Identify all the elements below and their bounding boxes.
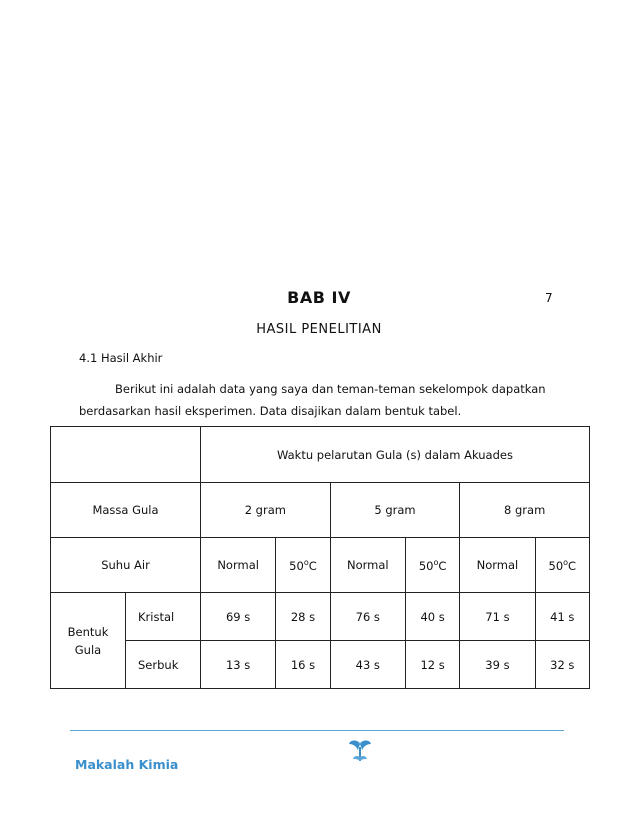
value-cell: 71 s: [460, 593, 535, 641]
value-cell: 12 s: [405, 641, 459, 689]
paragraph-text: Berikut ini adalah data yang saya dan teman-teman sekelompok dapatkan berdasarkan hasil eksperimen. Data disajikan dalam bentuk tabel.: [79, 382, 546, 418]
mass-cell: 2 gram: [201, 483, 331, 538]
temp-cell: Normal: [460, 538, 535, 593]
temp-cell: 50$^o$C: [405, 538, 459, 593]
mass-row: [51, 483, 590, 538]
table-main-header: Waktu pelarutan Gula (s) dalam Akuades: [201, 427, 590, 483]
mass-label: Massa Gula: [51, 483, 201, 538]
temp-cell: 50$^o$C: [535, 538, 589, 593]
footer-divider: [70, 730, 564, 731]
shape-label: Bentuk Gula: [51, 593, 126, 689]
chapter-title: BAB IV: [287, 288, 351, 307]
footer-title: Makalah Kimia: [75, 757, 179, 772]
table-row: [51, 641, 590, 689]
temperature-label: Suhu Air: [51, 538, 201, 593]
results-table: [50, 426, 590, 689]
value-cell: 40 s: [405, 593, 459, 641]
value-cell: 13 s: [201, 641, 276, 689]
temp-cell: Normal: [201, 538, 276, 593]
temp-cell: Normal: [330, 538, 405, 593]
mass-cell: 5 gram: [330, 483, 460, 538]
value-cell: 69 s: [201, 593, 276, 641]
subsection-title: 4.1 Hasil Akhir: [79, 351, 163, 365]
value-cell: 76 s: [330, 593, 405, 641]
value-cell: 32 s: [535, 641, 589, 689]
table-corner-cell: [51, 427, 201, 483]
tulip-ornament-icon: [346, 737, 374, 765]
table-row: [51, 593, 590, 641]
shape-cell: Kristal: [126, 593, 201, 641]
value-cell: 43 s: [330, 641, 405, 689]
value-cell: 28 s: [276, 593, 330, 641]
table-header-row: [51, 427, 590, 483]
value-cell: 16 s: [276, 641, 330, 689]
mass-cell: 8 gram: [460, 483, 590, 538]
page-number: 7: [545, 291, 553, 305]
section-title: HASIL PENELITIAN: [256, 322, 382, 337]
shape-cell: Serbuk: [126, 641, 201, 689]
temperature-row: [51, 538, 590, 593]
temp-cell: 50$^o$C: [276, 538, 330, 593]
value-cell: 39 s: [460, 641, 535, 689]
body-paragraph: [79, 378, 579, 422]
value-cell: 41 s: [535, 593, 589, 641]
